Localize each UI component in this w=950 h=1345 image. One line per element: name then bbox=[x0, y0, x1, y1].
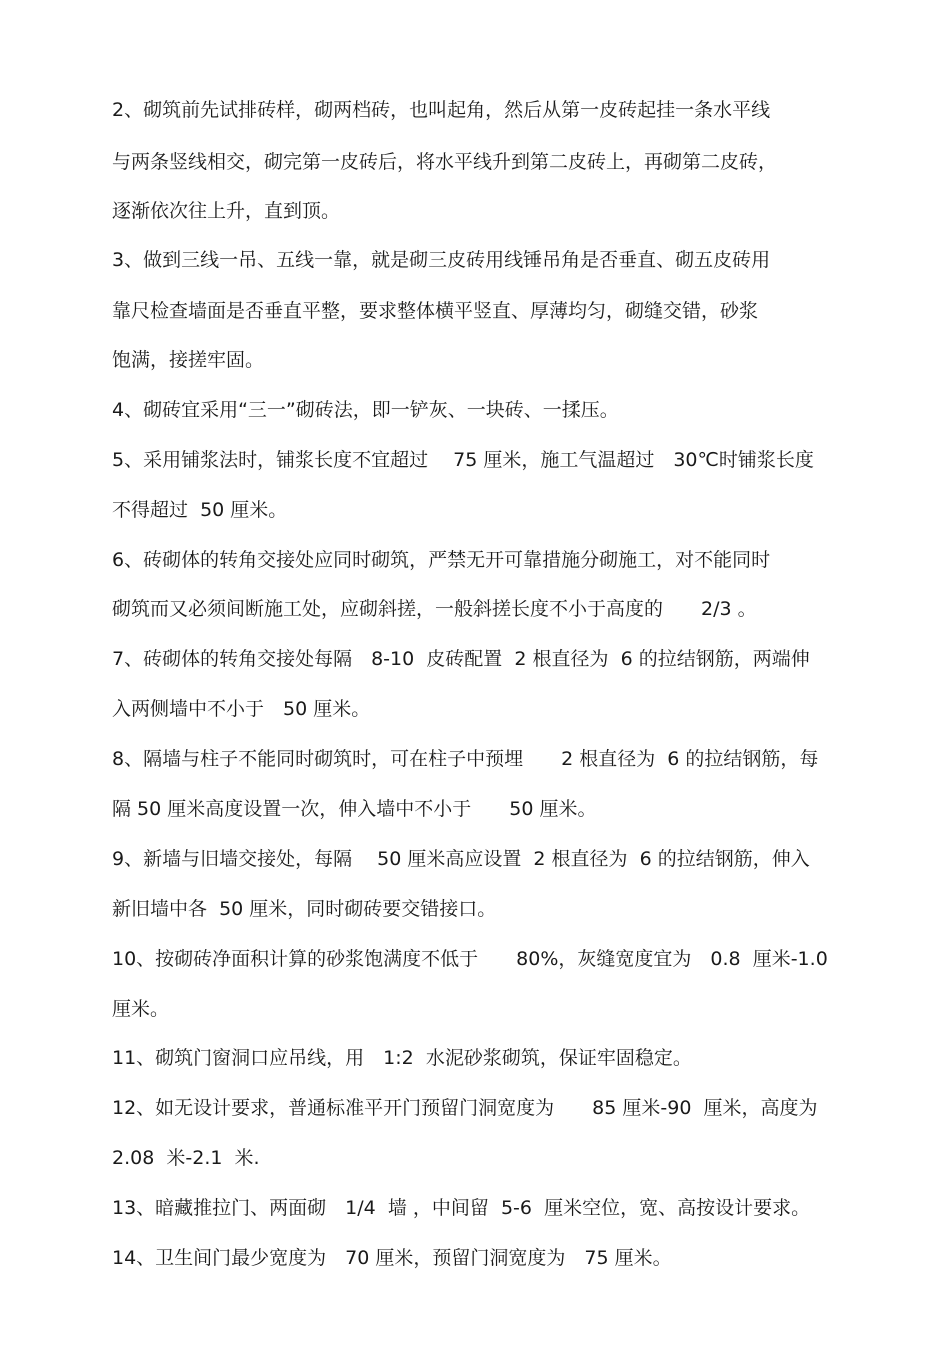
text-line-7: 4、砌砖宜采用“三一”砌砖法，即一铲灰、一块砖、一揉压。 bbox=[112, 399, 619, 421]
text-line-3: 逐渐依次往上升，直到顶。 bbox=[112, 200, 341, 222]
text-line-20: 11、砌筑门窗洞口应吊线，用 1:2 水泥砂浆砌筑，保证牢固稳定。 bbox=[112, 1047, 692, 1069]
text-line-21: 12、如无设计要求，普通标准平开门预留门洞宽度为 85 厘米-90 厘米，高度为 bbox=[112, 1097, 818, 1119]
text-line-9: 不得超过 50 厘米。 bbox=[112, 499, 288, 521]
text-line-17: 新旧墙中各 50 厘米，同时砌砖要交错接口。 bbox=[112, 898, 497, 920]
text-line-4: 3、做到三线一吊、五线一靠，就是砌三皮砖用线锤吊角是否垂直、砌五皮砖用 bbox=[112, 249, 771, 271]
text-line-14: 8、隔墙与柱子不能同时砌筑时，可在柱子中预埋 2 根直径为 6 的拉结钢筋，每 bbox=[112, 748, 819, 770]
text-line-15: 隔 50 厘米高度设置一次，伸入墙中不小于 50 厘米。 bbox=[112, 798, 597, 820]
text-line-16: 9、新墙与旧墙交接处，每隔 50 厘米高应设置 2 根直径为 6 的拉结钢筋，伸入 bbox=[112, 848, 810, 870]
text-line-5: 靠尺检查墙面是否垂直平整，要求整体横平竖直、厚薄均匀，砌缝交错，砂浆 bbox=[112, 300, 759, 322]
text-line-13: 入两侧墙中不小于 50 厘米。 bbox=[112, 698, 371, 720]
text-line-18: 10、按砌砖净面积计算的砂浆饱满度不低于 80%，灰缝宽度宜为 0.8 厘米-1.0 bbox=[112, 948, 828, 970]
text-line-12: 7、砖砌体的转角交接处每隔 8-10 皮砖配置 2 根直径为 6 的拉结钢筋，两端伸 bbox=[112, 648, 810, 670]
text-line-24: 14、卫生间门最少宽度为 70 厘米，预留门洞宽度为 75 厘米。 bbox=[112, 1247, 672, 1269]
text-line-1: 2、砌筑前先试排砖样，砌两档砖，也叫起角，然后从第一皮砖起挂一条水平线 bbox=[112, 99, 771, 121]
text-line-23: 13、暗藏推拉门、两面砌 1/4 墙 ，中间留 5-6 厘米空位，宽、高按设计要求。 bbox=[112, 1197, 811, 1219]
text-line-22: 2.08 米-2.1 米. bbox=[112, 1147, 260, 1169]
text-line-10: 6、砖砌体的转角交接处应同时砌筑，严禁无开可靠措施分砌施工，对不能同时 bbox=[112, 549, 771, 571]
text-line-8: 5、采用铺浆法时，铺浆长度不宜超过 75 厘米，施工气温超过 30℃时铺浆长度 bbox=[112, 449, 814, 471]
text-line-19: 厘米。 bbox=[112, 998, 170, 1020]
text-line-6: 饱满，接搓牢固。 bbox=[112, 349, 265, 371]
text-line-2: 与两条竖线相交，砌完第一皮砖后，将水平线升到第二皮砖上，再砌第二皮砖， bbox=[112, 151, 778, 173]
text-line-11: 砌筑而又必须间断施工处，应砌斜搓，一般斜搓长度不小于高度的 2/3 。 bbox=[112, 598, 757, 620]
